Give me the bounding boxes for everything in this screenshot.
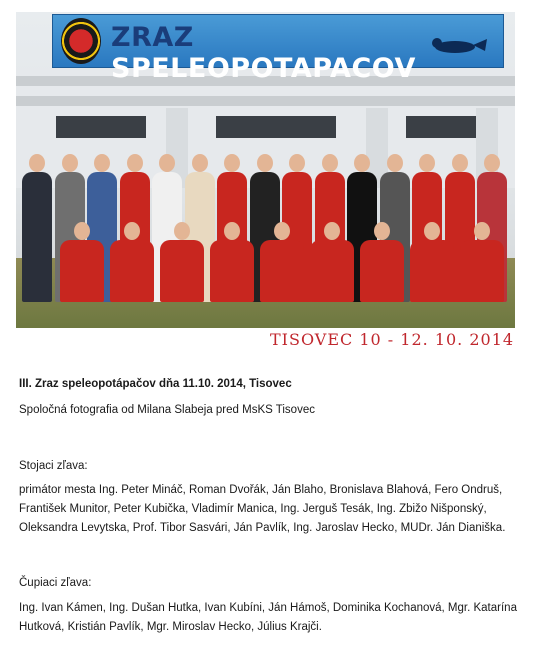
person-head — [224, 222, 240, 240]
person-head — [354, 154, 370, 172]
person-head — [289, 154, 305, 172]
person-head — [174, 222, 190, 240]
person-silhouette — [110, 240, 154, 302]
crouching-names: Ing. Ivan Kámen, Ing. Dušan Hutka, Ivan Kubíni, Ján Hámoš, Dominika Kochanová, Mgr. Katarína Hutková, Kristián Pavlík, Mgr. Miroslav Hecko, Július Krajči. — [19, 602, 517, 633]
crouching-label: Čupiaci zľava: — [19, 577, 92, 589]
person-head — [127, 154, 143, 172]
person-head — [159, 154, 175, 172]
person-head — [257, 154, 273, 172]
person-head — [374, 222, 390, 240]
person-head — [322, 154, 338, 172]
building-window — [56, 116, 146, 138]
person-head — [452, 154, 468, 172]
person-silhouette — [60, 240, 104, 302]
photo-credit: Spoločná fotografia od Milana Slabeja pred MsKS Tisovec — [19, 404, 315, 416]
person-silhouette — [22, 172, 52, 302]
person-head — [387, 154, 403, 172]
group-photo — [16, 12, 515, 328]
person-head — [192, 154, 208, 172]
building-window — [406, 116, 486, 138]
person-silhouette — [410, 240, 454, 302]
person-silhouette — [160, 240, 204, 302]
person-silhouette — [310, 240, 354, 302]
banner-title-rest: SPELEOPOTAPACOV — [111, 53, 416, 84]
person-head — [474, 222, 490, 240]
person-head — [424, 222, 440, 240]
person-silhouette — [260, 240, 304, 302]
person-silhouette — [210, 240, 254, 302]
person-head — [324, 222, 340, 240]
person-head — [224, 154, 240, 172]
diver-icon — [425, 31, 489, 59]
person-head — [74, 222, 90, 240]
person-head — [274, 222, 290, 240]
person-head — [484, 154, 500, 172]
person-head — [94, 154, 110, 172]
building-stripe — [16, 96, 515, 106]
banner-title-first: ZRAZ — [111, 22, 194, 53]
standing-names: primátor mesta Ing. Peter Mináč, Roman Dvořák, Ján Blaho, Bronislava Blahová, Fero Ondruš, František Munitor, Peter Kubička, Vladimír Manica, Ing. Jerguš Tesák, Ing. Zbižo Nišponský, Oleksandra Levytska, Prof. Tibor Sasvári, Ján Pavlík, Ing. Jaroslav Hecko, MUDr. Ján Dianiška. — [19, 484, 506, 534]
person-head — [124, 222, 140, 240]
standing-label: Stojaci zľava: — [19, 460, 88, 472]
photo-caption: TISOVEC 10 - 12. 10. 2014 — [270, 330, 515, 349]
club-logo-icon — [61, 18, 101, 64]
person-head — [29, 154, 45, 172]
building-window — [216, 116, 336, 138]
event-banner — [52, 14, 504, 84]
person-head — [419, 154, 435, 172]
page-title: III. Zraz speleopotápačov dňa 11.10. 2014, Tisovec — [19, 378, 292, 390]
person-silhouette — [460, 240, 504, 302]
person-silhouette — [360, 240, 404, 302]
person-head — [62, 154, 78, 172]
